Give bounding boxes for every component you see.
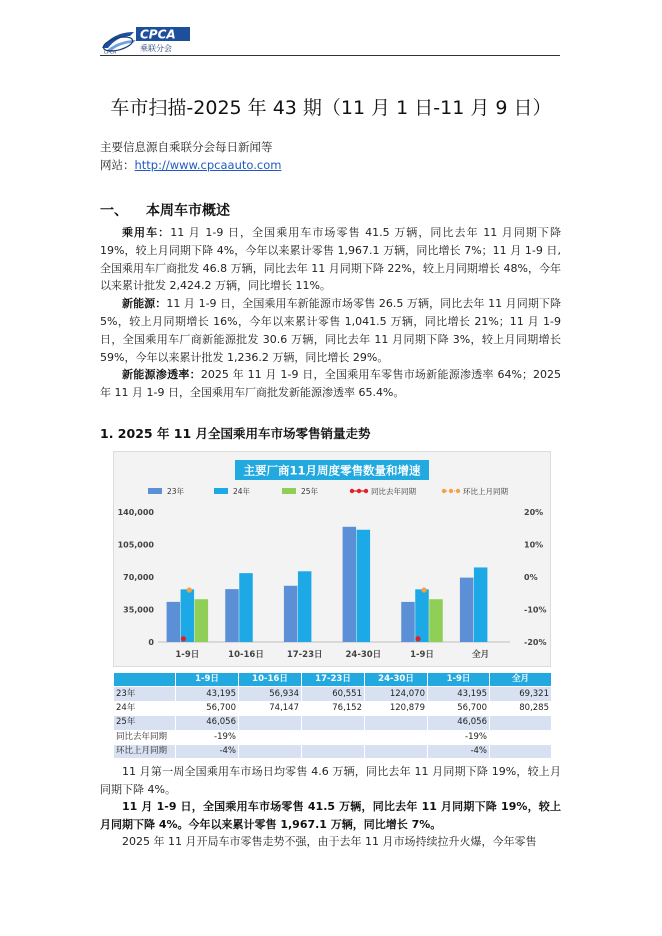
table-cell: 43,195 xyxy=(176,687,239,701)
bar-24年 xyxy=(239,573,253,642)
section-title: 本周车市概述 xyxy=(146,203,230,219)
bar-23年 xyxy=(460,578,474,642)
table-cell: 56,700 xyxy=(428,701,490,715)
y2-tick-label: 20% xyxy=(524,508,544,517)
marker-环比上月同期 xyxy=(421,587,426,592)
legend-label: 环比上月同期 xyxy=(463,487,508,496)
body-paragraphs xyxy=(100,763,561,851)
legend-marker xyxy=(456,489,460,493)
cpca-logo xyxy=(100,26,210,54)
table-row-label: 同比去年同期 xyxy=(114,730,176,744)
weekly-retail-chart xyxy=(113,451,551,667)
table-cell xyxy=(490,744,552,758)
overview-text: 2025 年 11 月 1-9 日，全国乘用车零售市场新能源渗透率 64%；2025 年 11 月 1-9 日，全国乘用车厂商批发新能源渗透率 65.4%。 xyxy=(100,368,561,400)
table-row xyxy=(114,730,552,744)
table-cell: 46,056 xyxy=(176,716,239,730)
table-row-label: 25年 xyxy=(114,716,176,730)
legend-marker xyxy=(357,489,361,493)
chart-svg xyxy=(114,452,550,666)
bar-23年 xyxy=(401,602,415,642)
legend-marker xyxy=(442,489,446,493)
legend-marker xyxy=(449,489,453,493)
overview-label: 乘用车： xyxy=(122,226,171,239)
marker-同比去年同期 xyxy=(181,636,186,641)
bar-24年 xyxy=(474,567,488,642)
y-tick-label: 35,000 xyxy=(123,605,154,615)
table-cell xyxy=(302,716,365,730)
x-tick-label: 1-9日 xyxy=(410,650,434,660)
bar-24年 xyxy=(298,571,312,642)
y2-tick-label: -20% xyxy=(524,638,547,647)
logo-mark: CPCA xyxy=(104,50,117,54)
legend-swatch xyxy=(282,488,296,494)
x-tick-label: 24-30日 xyxy=(345,650,382,660)
table-cell: 124,070 xyxy=(365,687,428,701)
table-cell xyxy=(302,730,365,744)
table-cell: 76,152 xyxy=(302,701,365,715)
marker-环比上月同期 xyxy=(187,587,192,592)
table-cell: 43,195 xyxy=(428,687,490,701)
body-paragraph-1: 11 月第一周全国乘用车市场日均零售 4.6 万辆，同比去年 11 月同期下降 19%，较上月同期下降 4%。 xyxy=(100,765,561,796)
table-cell: 56,934 xyxy=(239,687,302,701)
body-paragraph-3: 2025 年 11 月开局车市零售走势不强，由于去年 11 月市场持续拉升火爆，今年零售 xyxy=(122,835,537,848)
y2-tick-label: 0% xyxy=(524,573,538,582)
legend-swatch xyxy=(148,488,162,494)
logo-sub: 乘联分会 xyxy=(140,44,172,53)
table-corner-cell xyxy=(114,673,176,687)
body-paragraph-2: 11 月 1-9 日，全国乘用车市场零售 41.5 万辆，同比去年 11 月同期下降 19%，较上月同期下降 4%。今年以来累计零售 1,967.1 万辆，同比增长 7%。 xyxy=(100,800,561,831)
section-heading xyxy=(100,200,230,220)
table-cell: 60,551 xyxy=(302,687,365,701)
website-label: 网站： xyxy=(100,158,135,172)
bar-24年 xyxy=(357,530,371,642)
table-cell xyxy=(239,730,302,744)
table-cell: -4% xyxy=(176,744,239,758)
bar-23年 xyxy=(225,589,239,642)
x-tick-label: 全月 xyxy=(472,650,490,660)
table-header-cell: 17-23日 xyxy=(302,673,365,687)
table-cell xyxy=(239,716,302,730)
legend-label: 23年 xyxy=(167,487,185,496)
legend-marker xyxy=(350,489,354,493)
overview-text: 11 月 1-9 日，全国乘用车新能源市场零售 26.5 万辆，同比去年 11 月同期下降 5%，较上月同期增长 16%，今年以来累计零售 1,041.5 万辆，同比增长 21%；11 月 1-9 日，全国乘用车厂商新能源批发 30.6 万辆，同比去年 11 月同期下降 3%，较上月同期增长 59%，今年以来累计批发 1,236.2 万辆，同比增长 29%。 xyxy=(100,297,562,364)
bar-24年 xyxy=(181,589,195,642)
table-cell xyxy=(302,744,365,758)
legend-marker xyxy=(364,489,368,493)
table-row xyxy=(114,687,552,701)
table-cell xyxy=(365,744,428,758)
chart-title: 主要厂商11月周度零售数量和增速 xyxy=(243,463,421,478)
legend-label: 24年 xyxy=(233,487,251,496)
y-tick-label: 140,000 xyxy=(117,508,154,517)
marker-同比去年同期 xyxy=(415,636,420,641)
table-cell: 69,321 xyxy=(490,687,552,701)
legend-label: 同比去年同期 xyxy=(371,487,416,496)
table-row xyxy=(114,744,552,758)
table-cell: 74,147 xyxy=(239,701,302,715)
table-header-cell: 10-16日 xyxy=(239,673,302,687)
table-cell: 56,700 xyxy=(176,701,239,715)
logo-text: CPCA xyxy=(140,27,176,42)
table-row-label: 环比上月同期 xyxy=(114,744,176,758)
y-tick-label: 0 xyxy=(148,638,154,647)
table-cell xyxy=(239,744,302,758)
table-header-cell: 1-9日 xyxy=(428,673,490,687)
table-cell: -19% xyxy=(428,730,490,744)
overview-paragraph-nev xyxy=(100,295,561,366)
section-number: 一、 xyxy=(100,203,128,219)
x-tick-label: 1-9日 xyxy=(175,650,200,660)
bar-24年 xyxy=(415,589,429,642)
table-cell xyxy=(490,716,552,730)
table-row-label: 24年 xyxy=(114,701,176,715)
overview-label: 新能源： xyxy=(122,297,167,311)
y2-tick-label: -10% xyxy=(524,605,547,615)
bar-23年 xyxy=(343,527,357,642)
weekly-retail-table xyxy=(113,672,552,759)
y-tick-label: 70,000 xyxy=(123,573,154,582)
table-row-label: 23年 xyxy=(114,687,176,701)
header-rule xyxy=(100,55,560,56)
bar-23年 xyxy=(284,586,298,642)
table-cell: -4% xyxy=(428,744,490,758)
overview-paragraphs xyxy=(100,224,561,402)
website-line xyxy=(100,157,281,173)
overview-paragraph-penetration xyxy=(100,366,561,402)
bar-25年 xyxy=(195,599,209,642)
document-title: 车市扫描-2025 年 43 期（11 月 1 日-11 月 9 日） xyxy=(110,97,552,119)
y-tick-label: 105,000 xyxy=(117,540,154,550)
overview-text: 11 月 1-9 日，全国乘用车市场零售 41.5 万辆，同比去年 11 月同期下降 19%，较上月同期下降 4%，今年以来累计零售 1,967.1 万辆，同比增长 7%；11 月 1-9 日,全国乘用车厂商批发 46.8 万辆，同比去年 11 月同期下降 22%，较上月同期增长 48%，今年以来累计批发 2,424.2 万辆，同比增长 11%。 xyxy=(100,226,561,293)
y2-tick-label: 10% xyxy=(524,540,544,550)
overview-label: 新能源渗透率： xyxy=(122,368,201,382)
table-header-cell: 24-30日 xyxy=(365,673,428,687)
table-cell: 46,056 xyxy=(428,716,490,730)
x-tick-label: 10-16日 xyxy=(228,650,264,660)
legend-label: 25年 xyxy=(301,487,319,496)
table-cell: 80,285 xyxy=(490,701,552,715)
overview-paragraph-passenger xyxy=(100,224,561,295)
bar-23年 xyxy=(167,602,181,642)
table-header-cell: 1-9日 xyxy=(176,673,239,687)
website-link[interactable]: http://www.cpcaauto.com xyxy=(134,158,282,172)
table-row xyxy=(114,701,552,715)
table-cell xyxy=(365,730,428,744)
legend-swatch xyxy=(214,488,228,494)
x-tick-label: 17-23日 xyxy=(286,650,323,660)
table-row xyxy=(114,716,552,730)
table-header-cell: 全月 xyxy=(490,673,552,687)
source-line: 主要信息源自乘联分会每日新闻等 xyxy=(100,140,273,154)
table-cell: 120,879 xyxy=(365,701,428,715)
table-cell: -19% xyxy=(176,730,239,744)
subsection-heading: 1. 2025 年 11 月全国乘用车市场零售销量走势 xyxy=(100,426,371,441)
table-header-row xyxy=(114,673,552,687)
table-cell xyxy=(365,716,428,730)
bar-25年 xyxy=(429,599,443,642)
table-cell xyxy=(490,730,552,744)
